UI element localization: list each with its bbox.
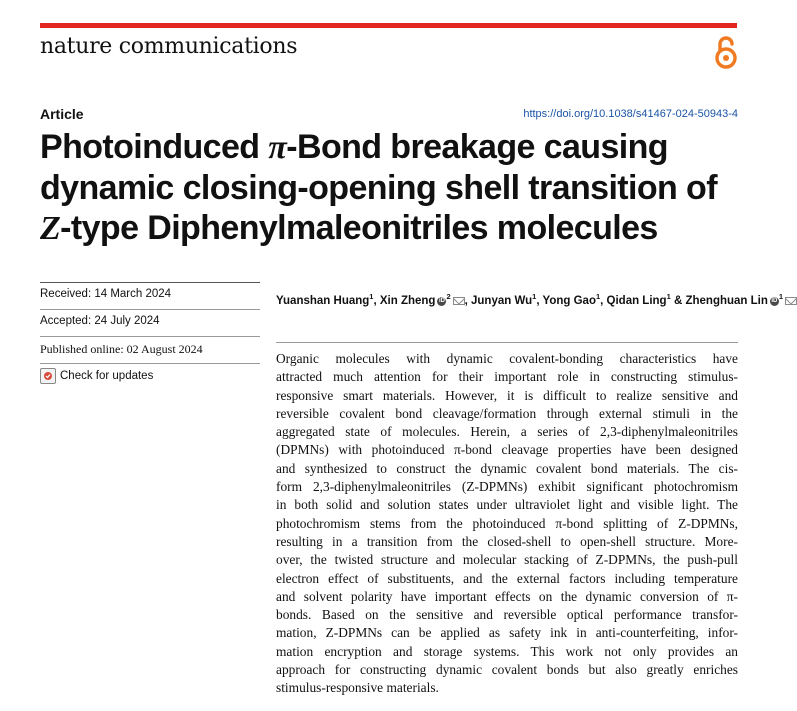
author-affiliation: 1 xyxy=(532,292,537,301)
publication-meta xyxy=(40,282,260,390)
author[interactable] xyxy=(379,292,465,307)
author-affiliation: 2 xyxy=(446,292,451,301)
title-line xyxy=(40,127,760,168)
abstract-line: over, the twisted structure and molecular stacking of Z-DPMNs, the push-pull xyxy=(276,552,738,568)
author[interactable] xyxy=(685,292,797,307)
author-name: Yong Gao xyxy=(542,294,596,307)
abstract-line: mation encryption and storage systems. This work not only provides an xyxy=(276,643,738,659)
author-affiliation: 1 xyxy=(369,292,374,301)
orcid-icon[interactable]: iD xyxy=(771,297,778,304)
article-type-label: Article xyxy=(40,106,84,122)
abstract-line: and synthesized to construct the dynamic covalent bond materials. The cis- xyxy=(276,460,738,476)
author[interactable] xyxy=(606,292,671,307)
abstract-line: reversible covalent bond cleavage/formation through external stimuli in the xyxy=(276,405,738,421)
author-list xyxy=(276,288,784,310)
abstract-line: resulting in a transition from the closed-shell to open-shell structure. More- xyxy=(276,533,738,549)
abstract-rule xyxy=(276,342,738,343)
abstract-line: in both solid and solution states under ultraviolet light and visible light. The xyxy=(276,497,738,513)
accepted-date: Accepted: 24 July 2024 xyxy=(40,309,260,336)
author[interactable] xyxy=(276,292,374,307)
published-date: Published online: 02 August 2024 xyxy=(40,336,260,363)
author[interactable] xyxy=(542,292,601,307)
abstract-line: and solvent polarity have important effects on the dynamic conversion of π- xyxy=(276,588,738,604)
check-updates-label: Check for updates xyxy=(60,369,154,382)
abstract-line: form 2,3-diphenylmaleonitriles (Z-DPMNs) exhibit significant photochromism xyxy=(276,479,738,495)
abstract-line: approach for constructing dynamic covalent bonds but also greatly enriches xyxy=(276,662,738,678)
author-name: Yuanshan Huang xyxy=(276,294,370,307)
check-for-updates-button[interactable] xyxy=(40,363,260,390)
received-date: Received: 14 March 2024 xyxy=(40,282,260,309)
author-affiliation: 1 xyxy=(666,292,671,301)
open-access-lock-icon xyxy=(712,36,740,70)
journal-name[interactable]: nature communications xyxy=(40,34,298,59)
author-separator: , xyxy=(464,294,472,307)
author-affiliation: 1 xyxy=(778,292,784,301)
article-title xyxy=(40,127,760,249)
abstract-line: mation, Z-DPMNs can be applied as safety ink in anti-counterfeiting, infor- xyxy=(276,625,738,641)
email-icon[interactable] xyxy=(785,297,797,305)
author-separator: , xyxy=(600,294,607,307)
abstract-line: stimulus-responsive materials. xyxy=(276,680,439,696)
title-text: -Bond breakage causing xyxy=(286,128,668,166)
abstract-line: electron effect of substituents, and the external factors including temperature xyxy=(276,570,738,586)
abstract xyxy=(276,350,738,698)
author-name: Junyan Wu xyxy=(471,294,533,307)
doi-link[interactable]: https://doi.org/10.1038/s41467-024-50943-4 xyxy=(523,108,738,120)
header-rule xyxy=(40,23,737,28)
orcid-icon[interactable]: iD xyxy=(438,297,445,304)
abstract-line: aggregated state of molecules. Herein, a series of 2,3-diphenylmaleonitriles xyxy=(276,424,738,440)
abstract-line: Organic molecules with dynamic covalent-bonding characteristics have xyxy=(276,351,738,366)
abstract-line: bonds. Based on the sensitive and reversible optical performance transfor- xyxy=(276,607,738,623)
author-affiliation: 1 xyxy=(595,292,601,301)
author-name: Xin Zheng xyxy=(379,294,436,307)
email-icon[interactable] xyxy=(453,297,465,305)
title-line xyxy=(40,208,760,249)
abstract-line: photochromism stems from the photoinduced π-bond splitting of Z-DPMNs, xyxy=(276,515,738,531)
author-separator: , xyxy=(536,294,543,307)
check-updates-icon xyxy=(40,368,56,384)
author-name: Qidan Ling xyxy=(606,294,667,307)
title-text: Photoinduced xyxy=(40,128,269,166)
title-line xyxy=(40,168,760,208)
author-separator: & xyxy=(670,294,686,307)
abstract-line: responsive smart materials. However, it is difficult to realize sensitive and xyxy=(276,387,738,403)
title-text: dynamic closing-opening shell transition of xyxy=(40,169,717,207)
title-italic-symbol: Z xyxy=(40,210,61,247)
title-italic-symbol: π xyxy=(268,129,287,166)
abstract-line: attracted much attention for their important role in constructing stimulus- xyxy=(276,369,738,385)
title-text: -type Diphenylmaleonitriles molecules xyxy=(60,209,658,247)
author-name: Zhenghuan Lin xyxy=(685,294,768,307)
abstract-line: (DPMNs) with photoinduced π-bond cleavage properties have been designed xyxy=(276,442,738,458)
author[interactable] xyxy=(471,292,537,307)
author-separator: , xyxy=(373,294,380,307)
